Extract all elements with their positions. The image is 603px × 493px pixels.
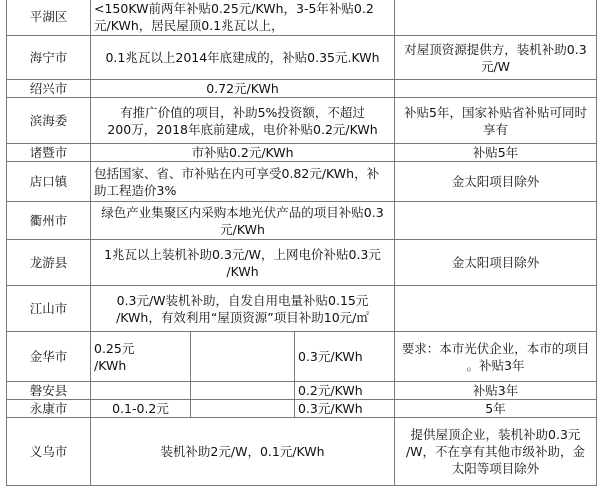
table-row [7, 98, 597, 144]
policy-cell: 0.72元/KWh [91, 80, 395, 98]
city-cell: 滨海委 [7, 98, 91, 144]
city-cell: 海宁市 [7, 36, 91, 80]
city-rate-cell: 0.3元/KWh [295, 400, 395, 418]
note-cell: 补贴5年 [395, 144, 597, 162]
table-row [7, 240, 597, 286]
note-cell: 提供屋顶企业，装机补助0.3元 /W，不在享有其他市级补助，金 太阳等项目除外 [395, 418, 597, 486]
city-cell: 江山市 [7, 286, 91, 332]
county-cell [91, 382, 191, 400]
county-cell: 0.25元 /KWh [91, 332, 191, 382]
city-cell: 衢州市 [7, 202, 91, 240]
city-cell: 龙游县 [7, 240, 91, 286]
policy-cell: 包括国家、省、市补贴在内可享受0.82元/KWh，补 助工程造价3% [91, 162, 395, 202]
table-row [7, 80, 597, 98]
note-cell [395, 0, 597, 36]
note-cell: 要求：本市光伏企业，本市的项目 。补贴3年 [395, 332, 597, 382]
note-cell: 补贴5年，国家补贴省补贴可同时 享有 [395, 98, 597, 144]
table-row [7, 144, 597, 162]
table-row [7, 400, 597, 418]
policy-cell: <150KW前两年补贴0.25元/KWh，3-5年补贴0.2 元/KWh，居民屋顶0.1兆瓦以上， [91, 0, 395, 36]
city-rate-cell: 0.3元/KWh [295, 332, 395, 382]
policy-cell: 装机补助2元/W，0.1元/KWh [91, 418, 395, 486]
note-cell [395, 80, 597, 98]
city-cell: 诸暨市 [7, 144, 91, 162]
city-rate-cell: 0.2元/KWh [295, 382, 395, 400]
table-row [7, 332, 597, 382]
city-cell: 永康市 [7, 400, 91, 418]
policy-cell: 市补贴0.2元/KWh [91, 144, 395, 162]
table-row [7, 202, 597, 240]
note-cell: 金太阳项目除外 [395, 240, 597, 286]
note-cell: 金太阳项目除外 [395, 162, 597, 202]
subsidy-table [6, 0, 597, 486]
city-cell: 平湖区 [7, 0, 91, 36]
county-cell: 0.1-0.2元 [91, 400, 191, 418]
table-row [7, 0, 597, 36]
note-cell: 对屋顶资源提供方，装机补助0.3 元/W [395, 36, 597, 80]
city-cell: 绍兴市 [7, 80, 91, 98]
policy-cell: 0.3元/W装机补助，自发自用电量补贴0.15元 /KWh，有效利用“屋顶资源”项目补助10元/㎡ [91, 286, 395, 332]
city-cell: 磐安县 [7, 382, 91, 400]
province-cell [191, 400, 295, 418]
table-row [7, 286, 597, 332]
table-row [7, 382, 597, 400]
table-row [7, 162, 597, 202]
policy-cell: 0.1兆瓦以上2014年底建成的，补贴0.35元.KWh [91, 36, 395, 80]
province-cell [191, 332, 295, 382]
province-cell [191, 382, 295, 400]
city-cell: 金华市 [7, 332, 91, 382]
note-cell: 补贴3年 [395, 382, 597, 400]
city-cell: 店口镇 [7, 162, 91, 202]
table-row [7, 36, 597, 80]
policy-cell: 1兆瓦以上装机补助0.3元/W，上网电价补贴0.3元 /KWh [91, 240, 395, 286]
table-row [7, 418, 597, 486]
note-cell: 5年 [395, 400, 597, 418]
policy-cell: 有推广价值的项目，补助5%投资额，不超过 200万，2018年底前建成，电价补贴0.2元/KWh [91, 98, 395, 144]
note-cell [395, 286, 597, 332]
policy-cell: 绿色产业集聚区内采购本地光伏产品的项目补贴0.3 元/KWh [91, 202, 395, 240]
note-cell [395, 202, 597, 240]
city-cell: 义乌市 [7, 418, 91, 486]
